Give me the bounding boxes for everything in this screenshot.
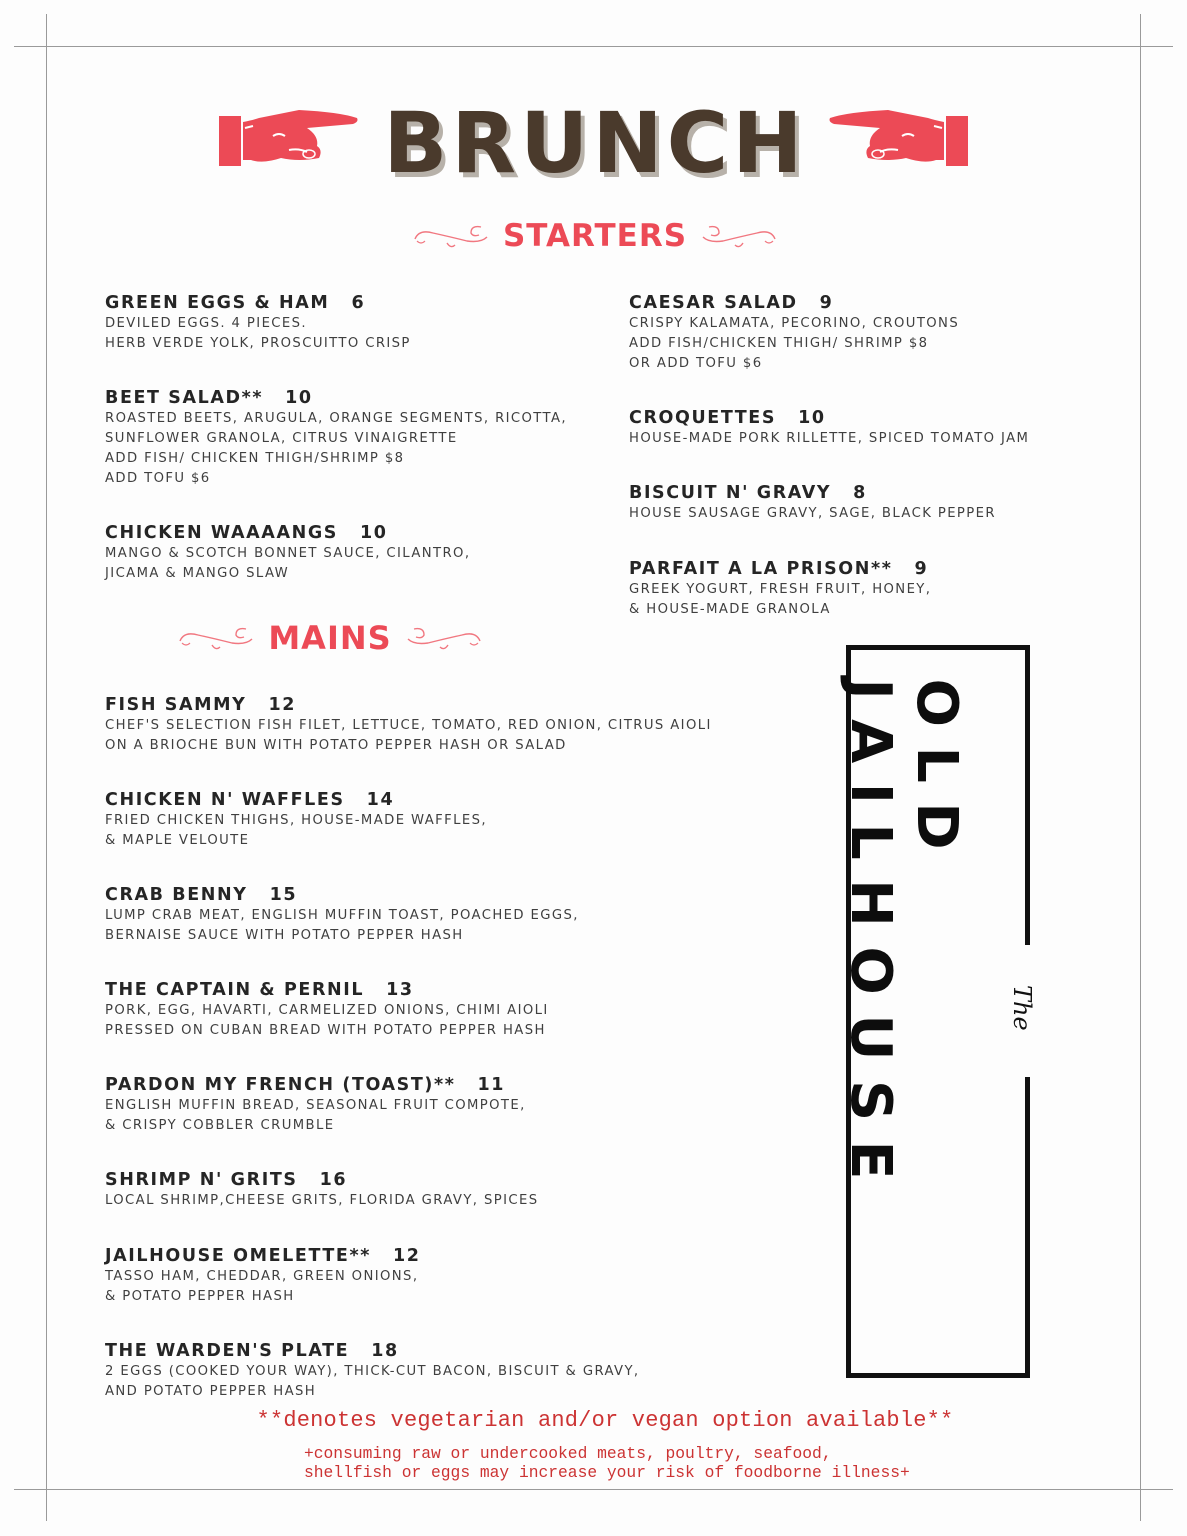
- item-name: PARFAIT A LA PRISON** 9: [629, 559, 929, 579]
- menu-item: [105, 694, 712, 756]
- starters-label: STARTERS: [502, 218, 688, 254]
- item-price: 13: [386, 980, 414, 1000]
- pointing-hand-right-icon: [219, 106, 361, 168]
- item-description: GREEK YOGURT, FRESH FRUIT, HONEY,: [629, 582, 932, 597]
- item-name: CHICKEN WAAAANGS 10: [105, 523, 388, 543]
- item-description: ADD TOFU $6: [105, 471, 211, 486]
- item-description: JICAMA & MANGO SLAW: [105, 566, 290, 581]
- item-description: & CRISPY COBBLER CRUMBLE: [105, 1118, 335, 1133]
- menu-item: [105, 1169, 539, 1211]
- item-description: DEVILED EGGS. 4 PIECES.: [105, 316, 308, 331]
- item-description: OR ADD TOFU $6: [629, 356, 763, 371]
- menu-item: [105, 789, 487, 851]
- item-description: ADD FISH/ CHICKEN THIGH/SHRIMP $8: [105, 451, 405, 466]
- item-price: 8: [853, 483, 867, 503]
- menu-item: [105, 884, 579, 946]
- item-description: CRISPY KALAMATA, PECORINO, CROUTONS: [629, 316, 960, 331]
- flourish-left-icon: [176, 625, 254, 651]
- item-description: ADD FISH/CHICKEN THIGH/ SHRIMP $8: [629, 336, 929, 351]
- item-price: 10: [798, 408, 826, 428]
- item-description: CHEF'S SELECTION FISH FILET, LETTUCE, TOMATO, RED ONION, CITRUS AIOLI: [105, 718, 712, 733]
- item-name: CROQUETTES 10: [629, 408, 826, 428]
- food-safety-warning: [304, 1444, 944, 1482]
- logo-border: [1025, 645, 1030, 945]
- item-description: SUNFLOWER GRANOLA, CITRUS VINAIGRETTE: [105, 431, 458, 446]
- menu-item: [105, 1245, 421, 1307]
- mains-label: MAINS: [268, 619, 392, 657]
- item-name: CRAB BENNY 15: [105, 885, 298, 905]
- item-name: THE CAPTAIN & PERNIL 13: [105, 980, 414, 1000]
- item-name: GREEN EGGS & HAM 6: [105, 293, 366, 313]
- vegetarian-note: **denotes vegetarian and/or vegan option available**: [256, 1408, 954, 1433]
- item-price: 10: [360, 523, 388, 543]
- restaurant-logo: [838, 645, 1036, 1378]
- item-name: BEET SALAD** 10: [105, 388, 313, 408]
- item-description: ENGLISH MUFFIN BREAD, SEASONAL FRUIT COMPOTE,: [105, 1098, 526, 1113]
- item-description: TASSO HAM, CHEDDAR, GREEN ONIONS,: [105, 1269, 419, 1284]
- menu-item: [105, 1340, 640, 1402]
- item-description: LUMP CRAB MEAT, ENGLISH MUFFIN TOAST, POACHED EGGS,: [105, 908, 579, 923]
- item-description: AND POTATO PEPPER HASH: [105, 1384, 317, 1399]
- mains-heading: [170, 618, 490, 658]
- item-price: 9: [914, 559, 929, 579]
- item-description: MANGO & SCOTCH BONNET SAUCE, CILANTRO,: [105, 546, 471, 561]
- item-description: PRESSED ON CUBAN BREAD WITH POTATO PEPPER HASH: [105, 1023, 546, 1038]
- item-price: 10: [285, 388, 313, 408]
- item-name: SHRIMP N' GRITS 16: [105, 1170, 348, 1190]
- item-price: 12: [393, 1246, 421, 1266]
- menu-item: [629, 407, 1029, 449]
- item-price: 15: [269, 885, 298, 905]
- item-description: & POTATO PEPPER HASH: [105, 1289, 295, 1304]
- item-price: 18: [371, 1341, 399, 1361]
- item-price: 12: [268, 695, 297, 715]
- item-description: BERNAISE SAUCE WITH POTATO PEPPER HASH: [105, 928, 464, 943]
- menu-item: [105, 522, 470, 584]
- item-name: CAESAR SALAD 9: [629, 293, 834, 313]
- crop-line-top: [14, 46, 1173, 47]
- menu-header: [0, 96, 1187, 196]
- item-price: 9: [819, 293, 834, 313]
- logo-border: [846, 645, 1030, 650]
- item-description: FRIED CHICKEN THIGHS, HOUSE-MADE WAFFLES,: [105, 813, 487, 828]
- logo-border: [1025, 1077, 1030, 1378]
- item-name: FISH SAMMY 12: [105, 695, 297, 715]
- item-price: 16: [319, 1170, 348, 1190]
- item-description: HERB VERDE YOLK, PROSCUITTO CRISP: [105, 336, 411, 351]
- flourish-right-icon: [701, 223, 779, 249]
- item-description: & HOUSE-MADE GRANOLA: [629, 602, 831, 617]
- flourish-right-icon: [406, 625, 484, 651]
- item-description: HOUSE-MADE PORK RILLETTE, SPICED TOMATO JAM: [629, 431, 1030, 446]
- item-description: 2 EGGS (COOKED YOUR WAY), THICK-CUT BACON, BISCUIT & GRAVY,: [105, 1364, 640, 1379]
- item-description: PORK, EGG, HAVARTI, CARMELIZED ONIONS, CHIMI AIOLI: [105, 1003, 549, 1018]
- menu-item: [105, 979, 549, 1041]
- crop-line-right: [1140, 14, 1141, 1521]
- logo-border: [846, 1373, 1030, 1378]
- menu-item: [105, 387, 567, 489]
- warning-line: +consuming raw or undercooked meats, poultry, seafood,: [304, 1444, 832, 1463]
- item-description: ON A BRIOCHE BUN WITH POTATO PEPPER HASH OR SALAD: [105, 738, 567, 753]
- item-name: PARDON MY FRENCH (TOAST)** 11: [105, 1075, 506, 1095]
- item-description: & MAPLE VELOUTE: [105, 833, 250, 848]
- flourish-left-icon: [411, 223, 489, 249]
- crop-line-left: [46, 14, 47, 1521]
- item-price: 14: [366, 790, 395, 810]
- menu-item: [105, 1074, 526, 1136]
- item-price: 11: [477, 1075, 506, 1095]
- item-description: LOCAL SHRIMP,CHEESE GRITS, FLORIDA GRAVY, SPICES: [105, 1193, 539, 1208]
- page-title: BRUNCH: [383, 94, 807, 192]
- crop-line-bottom: [14, 1489, 1173, 1490]
- warning-line: shellfish or eggs may increase your risk of foodborne illness+: [304, 1463, 910, 1482]
- item-name: CHICKEN N' WAFFLES 14: [105, 790, 395, 810]
- logo-name: OLD JAILHOUSE: [838, 678, 969, 1199]
- menu-item: [629, 558, 931, 620]
- starters-heading: [400, 216, 790, 256]
- item-name: BISCUIT N' GRAVY 8: [629, 483, 867, 503]
- item-price: 6: [351, 293, 366, 313]
- item-description: ROASTED BEETS, ARUGULA, ORANGE SEGMENTS, RICOTTA,: [105, 411, 567, 426]
- menu-item: [105, 292, 411, 354]
- menu-item: [629, 292, 959, 374]
- logo-the: The: [1008, 985, 1036, 1031]
- item-name: JAILHOUSE OMELETTE** 12: [105, 1246, 421, 1266]
- pointing-hand-left-icon: [826, 106, 968, 168]
- menu-item: [629, 482, 996, 524]
- item-description: HOUSE SAUSAGE GRAVY, SAGE, BLACK PEPPER: [629, 506, 996, 521]
- item-name: THE WARDEN'S PLATE 18: [105, 1341, 399, 1361]
